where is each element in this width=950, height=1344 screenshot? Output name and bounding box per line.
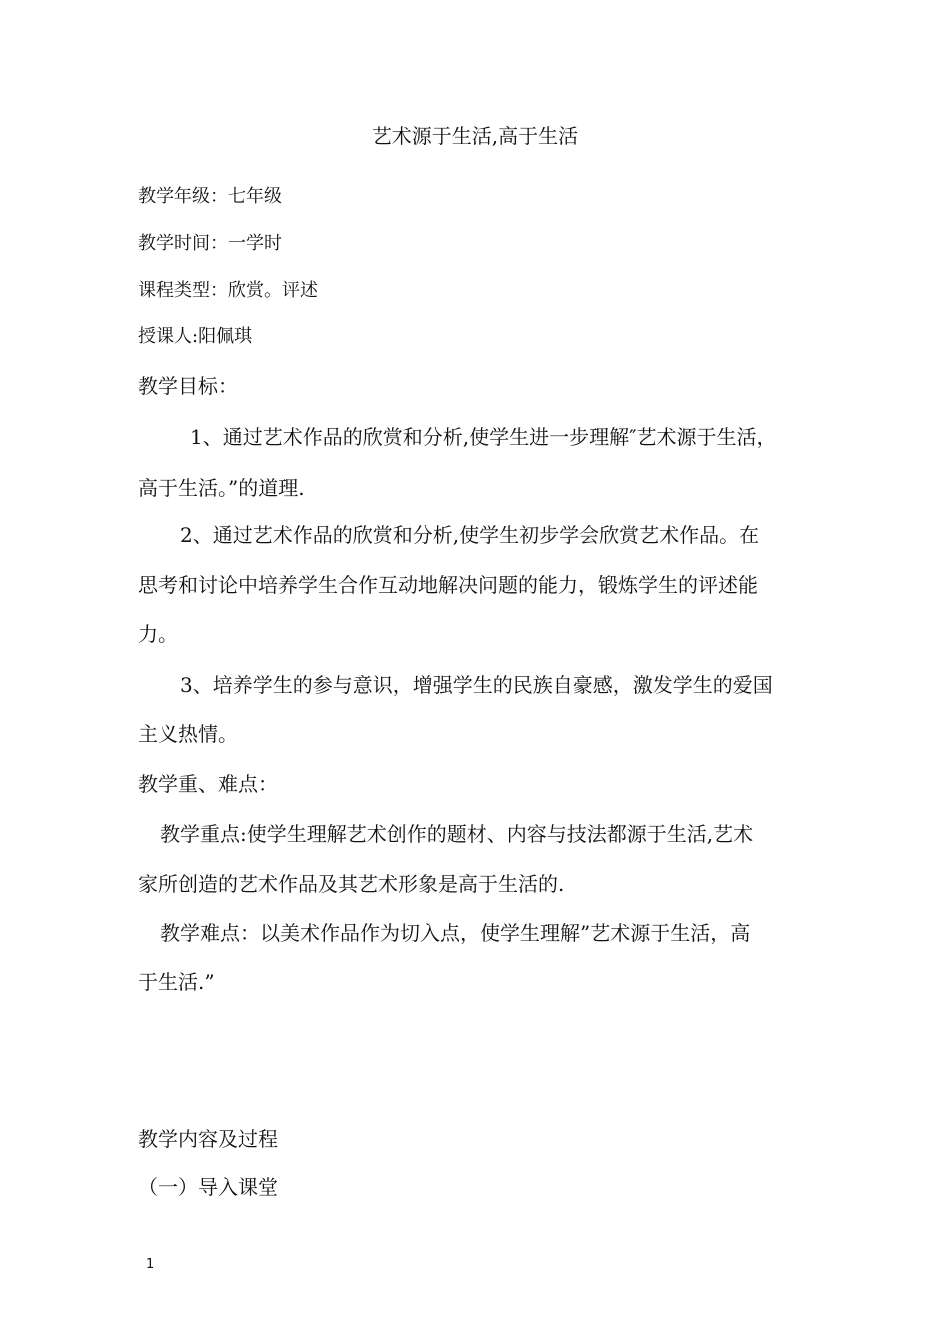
meta-type: 课程类型：欣赏。评述 <box>138 280 318 301</box>
document-title: 艺术源于生活,高于生活 <box>371 124 579 148</box>
meta-teacher: 授课人:阳佩琪 <box>138 326 253 347</box>
objective-2-line2: 思考和讨论中培养学生合作互动地解决问题的能力，锻炼学生的评述能 <box>138 573 758 597</box>
objective-1-line1: 1、通过艺术作品的欣赏和分析,使学生进一步理解″艺术源于生活， <box>190 425 777 449</box>
objective-2-line1: 2、通过艺术作品的欣赏和分析,使学生初步学会欣赏艺术作品。在 <box>180 523 760 547</box>
meta-grade: 教学年级：七年级 <box>138 186 282 207</box>
focus-line2: 家所创造的艺术作品及其艺术形象是高于生活的. <box>138 872 565 896</box>
objective-3-line1: 3、培养学生的参与意识，增强学生的民族自豪感，激发学生的爱国 <box>180 673 773 697</box>
objective-3-line2: 主义热情。 <box>138 722 238 746</box>
objective-2-line3: 力。 <box>138 622 178 646</box>
focus-line1: 教学重点:使学生理解艺术创作的题材、内容与技法都源于生活,艺术 <box>160 822 754 846</box>
objective-1-line2: 高于生活。”的道理. <box>138 476 305 500</box>
objectives-heading: 教学目标： <box>138 374 238 398</box>
key-points-heading: 教学重、难点： <box>138 772 278 796</box>
process-heading: 教学内容及过程 <box>138 1127 278 1151</box>
page-number: 1 <box>146 1257 155 1272</box>
meta-time: 教学时间：一学时 <box>138 233 282 254</box>
difficulty-line1: 教学难点：以美术作品作为切入点，使学生理解”艺术源于生活，高 <box>160 921 751 945</box>
process-section-1: （一）导入课堂 <box>138 1175 278 1199</box>
difficulty-line2: 于生活.” <box>138 970 215 994</box>
